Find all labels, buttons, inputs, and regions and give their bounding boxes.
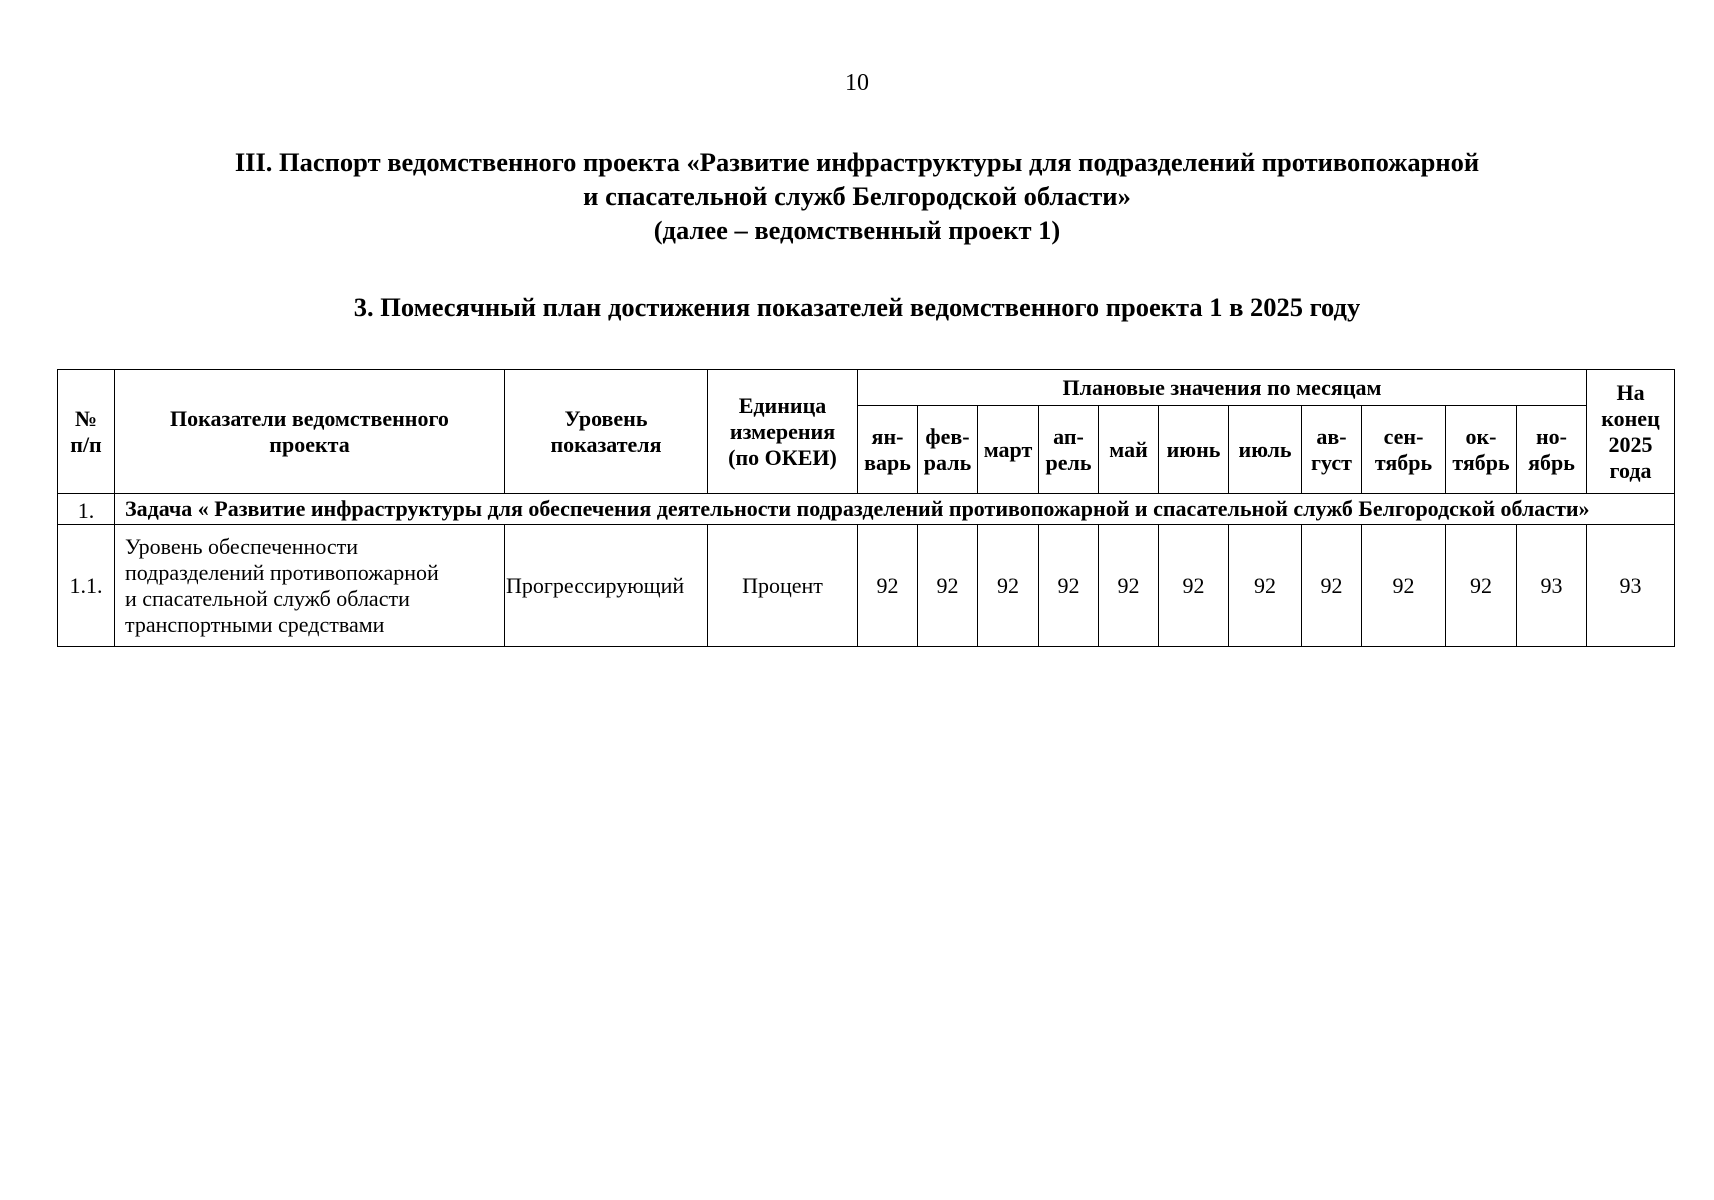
header-unit: Единица измерения (по ОКЕИ) xyxy=(708,370,858,494)
title-line-2: и спасательной служб Белгородской области» xyxy=(583,181,1131,211)
header-month-october: ок- тябрь xyxy=(1446,406,1517,494)
value-year-end: 93 xyxy=(1587,525,1675,647)
indicator-level: Прогрессирующий xyxy=(505,525,708,647)
value-january: 92 xyxy=(858,525,918,647)
task-row xyxy=(58,494,1675,525)
header-month-january: ян- варь xyxy=(858,406,918,494)
task-num: 1. xyxy=(58,494,115,525)
value-may: 92 xyxy=(1099,525,1159,647)
header-month-april: ап- рель xyxy=(1039,406,1099,494)
header-month-june: июнь xyxy=(1159,406,1229,494)
value-february: 92 xyxy=(918,525,978,647)
header-month-july: июль xyxy=(1229,406,1302,494)
table-row xyxy=(58,525,1675,647)
value-september: 92 xyxy=(1362,525,1446,647)
header-month-march: март xyxy=(978,406,1039,494)
task-text: Задача « Развитие инфраструктуры для обеспечения деятельности подразделений противопожарной и спасательной служб Белгородской области» xyxy=(115,494,1675,525)
header-level: Уровень показателя xyxy=(505,370,708,494)
value-october: 92 xyxy=(1446,525,1517,647)
header-indicator: Показатели ведомственного проекта xyxy=(115,370,505,494)
indicator-name: Уровень обеспеченности подразделений противопожарной и спасательной служб области транспортными средствами xyxy=(115,525,505,647)
value-march: 92 xyxy=(978,525,1039,647)
title-line-3: (далее – ведомственный проект 1) xyxy=(653,215,1061,245)
value-july: 92 xyxy=(1229,525,1302,647)
header-month-may: май xyxy=(1099,406,1159,494)
monthly-plan-table xyxy=(57,369,1675,647)
value-june: 92 xyxy=(1159,525,1229,647)
page-number: 10 xyxy=(845,70,869,96)
title-line-1: III. Паспорт ведомственного проекта «Развитие инфраструктуры для подразделений противопожарной xyxy=(234,147,1480,177)
header-year-end: На конец 2025 года xyxy=(1587,370,1675,494)
value-april: 92 xyxy=(1039,525,1099,647)
indicator-unit: Процент xyxy=(708,525,858,647)
value-november: 93 xyxy=(1517,525,1587,647)
section-title: 3. Помесячный план достижения показателей ведомственного проекта 1 в 2025 году xyxy=(353,292,1361,322)
header-month-november: но- ябрь xyxy=(1517,406,1587,494)
row-num: 1.1. xyxy=(58,525,115,647)
header-num: № п/п xyxy=(58,370,115,494)
header-month-september: сен- тябрь xyxy=(1362,406,1446,494)
document-title xyxy=(100,145,1614,247)
header-month-august: ав- густ xyxy=(1302,406,1362,494)
header-month-february: фев- раль xyxy=(918,406,978,494)
header-months-group: Плановые значения по месяцам xyxy=(858,370,1587,406)
value-august: 92 xyxy=(1302,525,1362,647)
